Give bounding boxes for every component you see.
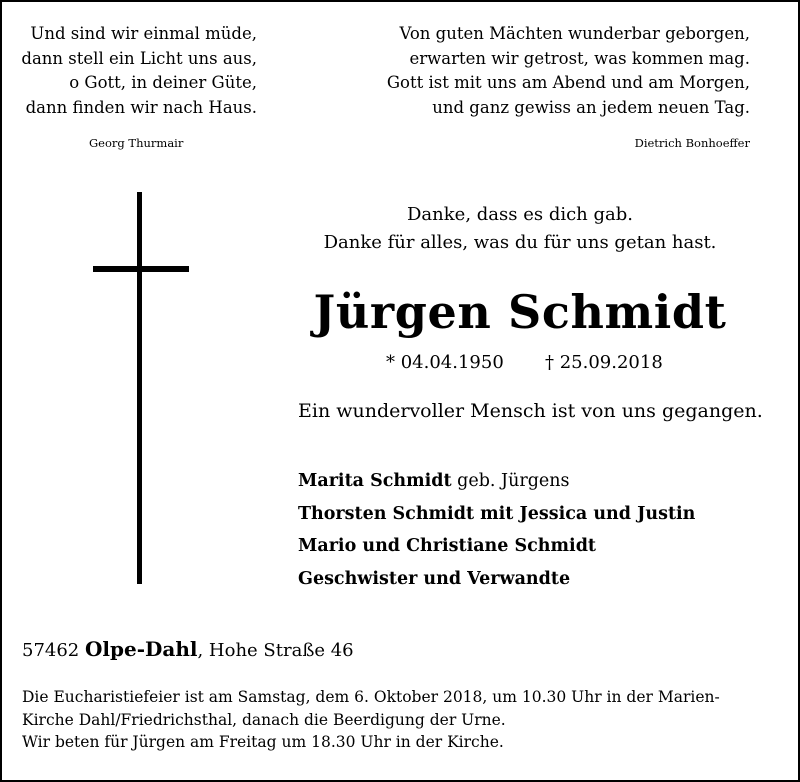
poem-left-line: o Gott, in deiner Güte, (69, 73, 257, 92)
address-postcode: 57462 (22, 640, 80, 661)
mourner-maiden-name: geb. Jürgens (451, 471, 570, 491)
thanks-line: Danke, dass es dich gab. (407, 204, 633, 225)
service-line: Wir beten für Jürgen am Freitag um 18.30 Uhr in der Kirche. (22, 733, 504, 751)
service-line: Kirche Dahl/Friedrichsthal, danach die Beerdigung der Urne. (22, 710, 506, 729)
mourners-list (298, 465, 695, 595)
poem-left (21, 22, 257, 120)
mourner-line (298, 465, 695, 498)
poem-left-line: dann finden wir nach Haus. (25, 97, 257, 117)
poem-left-line: dann stell ein Licht uns aus, (21, 48, 257, 68)
cross-horizontal-bar (93, 266, 189, 272)
thanks-line: Danke für alles, was du für uns getan hast. (323, 232, 717, 253)
death-date: † 25.09.2018 (545, 352, 663, 373)
poem-left-line: Und sind wir einmal müde, (30, 24, 257, 43)
poem-left-author: Georg Thurmair (89, 136, 184, 150)
mourner-name: Marita Schmidt (298, 471, 452, 491)
mourner-line: Mario und Christiane Schmidt (298, 536, 597, 556)
address-city: Olpe-Dahl (85, 637, 198, 661)
birth-date: * 04.04.1950 (386, 352, 504, 373)
poem-right-author: Dietrich Bonhoeffer (634, 136, 750, 150)
poem-right-line: und ganz gewiss an jedem neuen Tag. (432, 97, 750, 117)
poem-right (387, 22, 750, 120)
deceased-name: Jürgen Schmidt (313, 285, 727, 339)
memorial-quote: Ein wundervoller Mensch ist von uns gegangen. (298, 400, 763, 422)
poem-right-line: erwarten wir getrost, was kommen mag. (409, 48, 750, 68)
address (22, 637, 354, 661)
mourner-line: Geschwister und Verwandte (298, 568, 571, 589)
address-street: , Hohe Straße 46 (197, 640, 354, 661)
cross-vertical-bar (137, 192, 142, 584)
service-info (22, 686, 720, 754)
service-line: Die Eucharistiefeier ist am Samstag, dem 6. Oktober 2018, um 10.30 Uhr in der Marien- (22, 688, 720, 706)
mourner-line: Thorsten Schmidt mit Jessica und Justin (298, 503, 696, 524)
poem-right-line: Gott ist mit uns am Abend und am Morgen, (386, 73, 750, 92)
thanks-text (260, 201, 780, 257)
poem-right-line: Von guten Mächten wunderbar geborgen, (399, 24, 750, 43)
